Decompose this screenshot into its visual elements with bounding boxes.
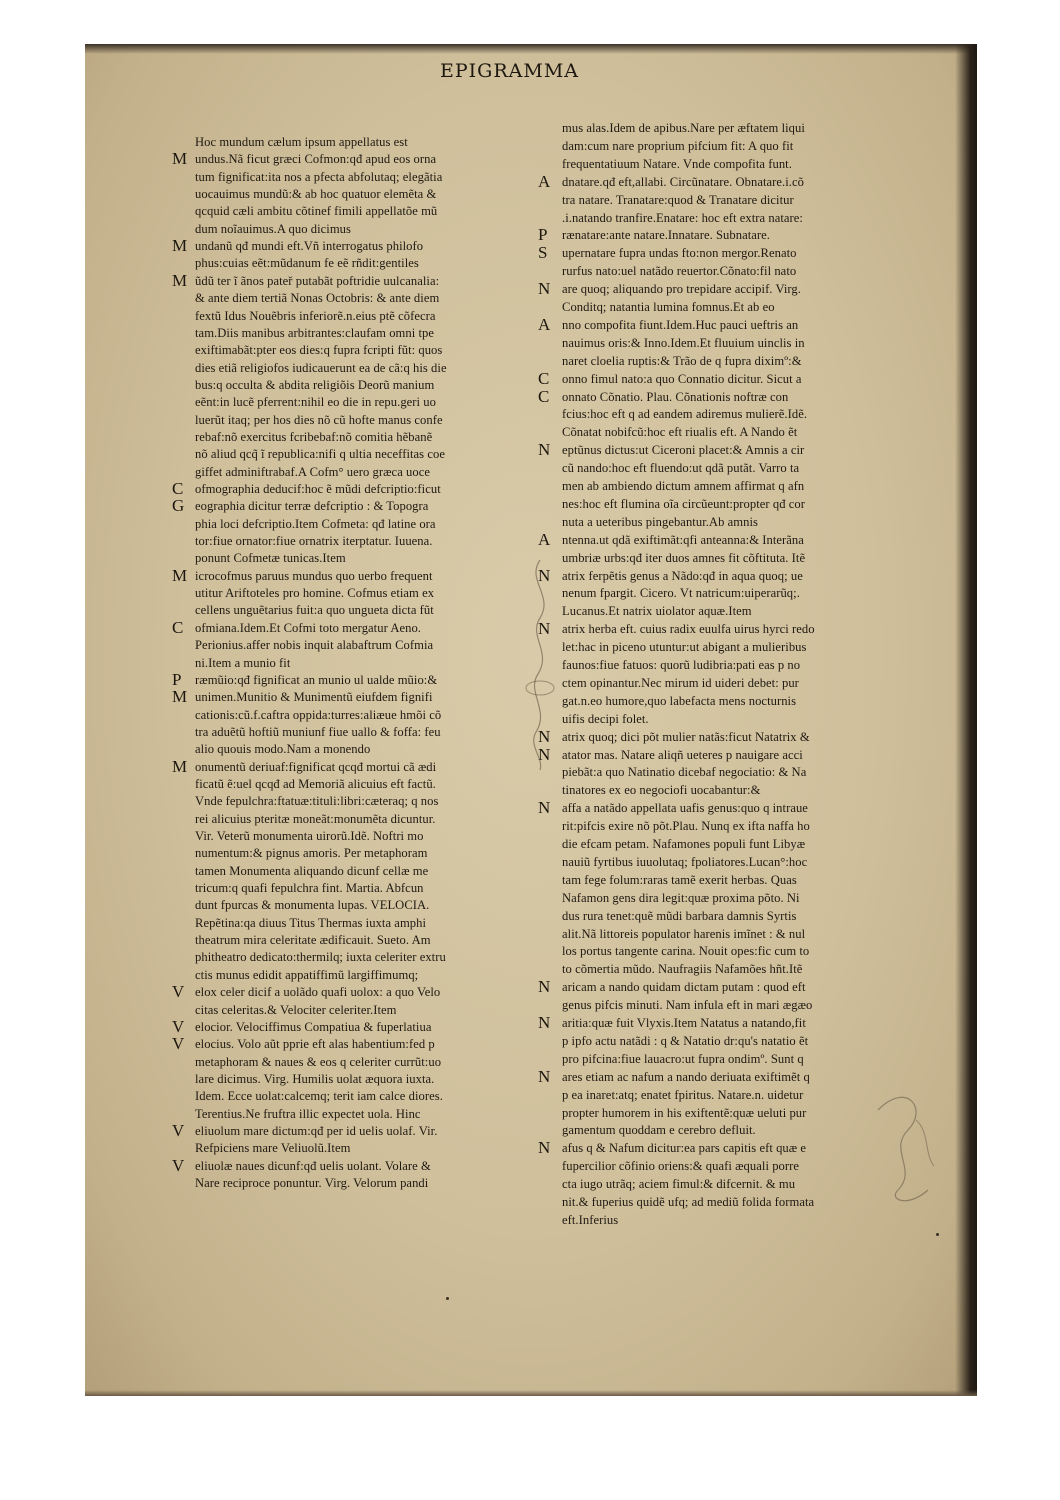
text-line: upernatare fupra undas fto:non mergor.Renato [562,246,797,261]
text-line: ũdũ ter ĩ ãnos pateř putabãt poftridie uulcanalia: [195,273,440,288]
ink-speck [936,1233,939,1236]
text-line: tra aduẽtũ hoftiũ muniunf fiue uallo & foffa: feu [195,724,441,739]
text-line: los portus tangente carina. Nouit opes:fic cum to [562,944,810,959]
text-line: tra natare. Tranatare:quod & Tranatare dicitur [562,192,794,207]
text-line: alit.Nã littoreis populator harenis imĩnet : & nul [562,926,806,941]
text-line: cellens unguẽtarius fuit:a quo ungueta dicta fũt [195,603,434,618]
initial-letter: M [172,236,188,256]
initial-letter: A [538,529,551,549]
initial-letter: C [538,386,550,406]
text-line: are quoq; aliquando pro trepidare accipif. Virg. [562,282,801,297]
text-line: let:hac in piceno utuntur:ut abigant a mulieribus [562,640,807,655]
marginal-doodle-left [520,560,560,770]
text-line: bus:q occulta & abdita religiõis Deorũ manium [195,377,435,392]
text-line: faunos:fiue fatuos: quorũ ludibria:pati eas p no [562,658,801,672]
text-line: rei alicuius pteritæ moneãt:monumẽta dicuntur. [195,811,436,826]
text-line: Vir. Veterũ monumenta uirorũ.Idẽ. Noftri mo [195,829,424,843]
text-line: ficatũ ẽ:uel qcqđ ad Memoriã alicuius eft factũ. [195,776,436,791]
text-line: tinatores ex eo negociofi uocabantur:& [562,783,761,798]
text-line: nuta a ueteribus pingebantur.Ab amnis [562,514,758,529]
text-line: eẽnt:in lucẽ pferrent:nihil eo die in repu.geri uo [195,395,436,410]
initial-letter: C [538,368,550,388]
text-line: .i.natando tranfire.Enatare: hoc eft extra natare: [562,210,803,225]
text-line: eographia dicitur terræ defcriptio : & Topogra [195,499,429,514]
text-line: uifis decipi folet. [562,711,649,726]
text-line: fupercilior cõfinio oriens:& quafi æquali porre [562,1159,800,1174]
text-line: naret cloelia ruptis:& Trão de q fupra diximº:& [562,353,802,368]
text-line: tam.Diis manibus arbitrantes:claufam omni tpe [195,325,435,340]
initial-letter: V [172,1155,185,1175]
text-line: gat.n.eo humore,quo labefacta mens nocturnis [562,693,797,708]
text-line: utitur Ariftoteles pro homine. Cofmus etiam ex [195,586,435,601]
initial-letter: V [172,982,185,1002]
text-line: frequentatiuum Natare. Vnde compofita funt. [562,156,792,171]
text-line: p ea inaret:atq; enatet fpiritus. Natare.n. uidetur [562,1087,804,1102]
initial-letter: S [538,243,548,263]
text-line: propter humorem in his exiftentẽ:quæ ueluti pur [562,1105,807,1120]
text-line: atrix herba eft. cuius radix euulfa uirus hyrci redo [562,622,815,637]
text-line: tamen Monumenta aliquando dicunf cellæ me [195,863,429,878]
text-line: nno compofita fiunt.Idem.Huc pauci ueftris an [562,317,799,332]
initial-letter: N [538,726,551,746]
text-line: eliuolum mare dictum:qđ per id uelis uolaf. Vir. [195,1123,438,1138]
initial-letter: A [538,171,551,191]
initial-letter: M [172,270,188,290]
initial-letter: V [172,1016,185,1036]
text-line: dus rura tenet:quẽ mũdi barbara damnis Syrtis [562,908,797,923]
text-line: Cõnatat nobifcũ:hoc eft riualis eft. A Nando ẽt [562,425,798,440]
initial-letter: N [538,744,551,764]
text-line: Nafamon gens dira legit:quæ proxima põto. Ni [562,890,800,905]
text-line: tum fignificat:ita nos a pfecta abfolutaq; elegãtia [195,169,443,184]
text-line: fcius:hoc eft q ad eandem adiremus mulierẽ.Idẽ. [562,407,808,422]
text-line: dum noĩauimus.A quo dicimus [195,221,351,236]
initial-letter: N [538,977,551,997]
text-line: genus pifcis minuti. Nam infula eft in mari ægæo [562,998,813,1013]
text-line: Vnde fepulchra:ftatuæ:tituli:libri:cæteraq; q nos [195,794,439,809]
text-line: elocius. Volo aũt pprie eft alas habentium:fed p [195,1037,435,1052]
text-line: ræmũio:qđ fignificat an munio ul ualde mũio:& [195,672,438,687]
text-line: umbriæ urbs:qđ iter duos amnes fit cõftituta. Itẽ [562,550,806,565]
initial-letter: N [538,1138,551,1158]
text-line: icrocofmus paruus mundus quo uerbo frequent [195,568,433,583]
text-line: nit.& fuperius quidẽ ufq; ad mediũ folida formata [562,1195,815,1209]
text-line: unimen.Munitio & Munimentũ eiufdem fignifi [195,690,433,705]
text-line: Nare reciproce ponuntur. Virg. Velorum pandi [195,1176,429,1190]
text-line: tam fege folum:raras tamẽ exerit herbas. Quas [562,872,797,887]
text-line: mus alas.Idem de apibus.Nare per æftatem liqui [562,121,805,135]
text-line: elox celer dicif a uolãdo quafi uolox: a quo Velo [195,985,441,1000]
text-line: afus q & Nafum dicitur:ea pars capitis eft quæ e [562,1141,807,1156]
text-line: dnatare.qđ eft,allabi. Circũnatare. Obnatare.i.cõ [562,174,804,189]
text-line: ntenna.ut qdã exiftimãt:qfi anteanna:& Interãna [562,532,804,547]
initial-letter: M [172,565,188,585]
initial-letter: P [172,669,182,689]
text-line: piebãt:a quo Natinatio dicebaf negociatio: & Na [562,765,807,780]
text-line: Terentius.Ne fruftra illic expectet uola. Hinc [195,1106,421,1121]
text-line: atrix quoq; dici põt mulier natãs:ficut Natatrix & [562,729,810,744]
initial-letter: N [538,565,551,585]
text-line: tor:fiue ornator:fiue ornatrix iterptatur. Iuuena. [195,534,433,549]
text-line: cta iugo utrãq; aciem fimul:& difcernit. & mu [562,1177,796,1192]
text-line: ofmiana.Idem.Et Cofmi toto mergatur Aeno. [195,620,422,635]
initial-letter: M [172,756,188,776]
text-line: nauimus oris:& Inno.Idem.Et fluuium uinclis in [562,335,805,350]
book-binding-edge [955,44,977,1396]
initial-letter: V [172,1120,185,1140]
text-line: Conditq; natantia lumina fomnus.Et ab eo [562,300,775,314]
text-line: cationis:cũ.f.caftra oppida:turres:aliæue hmõi cõ [195,707,442,722]
text-line: Perionius.affer nobis inquit alabaftrum Cofmia [195,638,434,653]
text-line: nõ aliud qcq̃ ĩ republica:nifi q ultia neceffitas coe [195,447,445,462]
text-line: phus:cuias eẽt:mũdanum fe eẽ rñdit:gentiles [195,256,419,271]
text-line: dunt fpurcas & monumenta lupas. VELOCIA. [195,898,430,913]
text-line: elocior. Velociffimus Compatiua & fuperlatiua [195,1019,432,1034]
ink-speck [446,1297,449,1300]
text-line: ares etiam ac nafum a nando deriuata exiftimẽt q [562,1069,810,1084]
text-line: Hoc mundum cælum ipsum appellatus est [195,135,408,149]
text-line: metaphoram & naues & eos q celeriter currũt:uo [195,1054,442,1069]
text-line: undanũ qđ mundi eft.Vñ interrogatus philofo [195,239,424,254]
text-line: affa a natãdo appellata uafis genus:quo q intraue [562,801,808,816]
text-line: gamentum quoddam e cerebro defluit. [562,1123,756,1138]
text-line: atrix ferpẽtis genus a Nãdo:qđ in aqua quoq; ue [562,568,803,583]
text-line: theatrum mira celeritate ædificauit. Sueto. Am [195,933,431,948]
page-shadow-top [85,44,977,54]
marginal-doodle-right [868,1080,938,1210]
initial-letter: N [538,798,551,818]
text-line: luerũt itaq; per hos dies nõ cũ hofte manus confe [195,412,443,427]
text-line: Repẽtina:qa diuus Titus Thermas iuxta amphi [195,915,427,930]
text-line: rurfus nato:uel natãdo reuertor.Cõnato:fil nato [562,264,797,279]
text-line: rit:pifcis exire nõ põt.Plau. Nunq ex ifta naffa ho [562,819,810,834]
text-line: exiftimabãt:pter eos dies:q fupra fcripti fũt: quos [195,343,443,358]
text-line: rebaf:nõ exercitus fcribebaf:nõ comitia hẽbanẽ [195,429,433,444]
text-line: uocauimus mundũ:& ab hoc quatuor elemẽta & [195,187,437,202]
text-line: tricum:q quafi fepulchra fint. Martia. Abfcun [195,881,424,896]
text-line: phia loci defcriptio.Item Cofmeta: qđ latine ora [195,516,436,531]
text-line: to cõmertia mũdo. Naufragiis Nafamões hñt.Itẽ [562,962,803,977]
text-line: citas celeritas.& Velociter celeriter.Item [195,1002,397,1017]
text-line: undus.Nã ficut græci Cofmon:qđ apud eos orna [195,152,437,167]
initial-letter: A [538,314,551,334]
text-line: alio quouis modo.Nam a monendo [195,742,371,757]
initial-letter: G [172,496,185,516]
text-line: dam:cum nare proprium pifcium fit: A quo fit [562,138,794,153]
text-line: lare dicimus. Virg. Humilis uolat æquora iuxta. [195,1071,435,1086]
text-line: ctem opinantur.Nec mirum id uideri debet: pur [562,675,799,690]
text-line: rænatare:ante natare.Innatare. Subnatare. [562,228,770,243]
text-line: nenum fpargit. Cicero. Vt natricum:uiperarũq;. [562,586,800,601]
text-line: eliuolæ naues dicunf:qđ uelis uolant. Volare & [195,1158,431,1173]
running-header: EPIGRAMMA [440,60,579,82]
text-line: ponunt Cofmetæ tunicas.Item [195,551,346,566]
initial-letter: M [172,149,188,169]
text-line: onnato Cõnatio. Plau. Cõnationis noftræ con [562,389,789,404]
text-line: atator mas. Natare aliqñ ueteres p nauigare acci [562,747,803,762]
text-line: cũ nando:hoc eft fluendo:ut qdã putãt. Varro ta [562,461,800,476]
initial-letter: P [538,225,548,245]
text-line: eptũnus dictus:ut Ciceroni placet:& Amnis a cir [562,443,805,458]
text-line: aricam a nando quidam dictam putam : quod eft [562,980,806,995]
text-line: ofmographia deducif:hoc ẽ mũdi defcriptio:ficut [195,482,441,496]
text-line: ni.Item a munio fit [195,655,291,670]
text-line: ctis munus edidit appatiffimũ largiffimumq; [195,967,419,982]
initial-letter: V [172,1034,185,1054]
text-line: Idem. Ecce uolat:calcemq; terit iam calce diores. [195,1089,443,1104]
initial-letter: N [538,1066,551,1086]
text-line: Refpiciens mare Veliuolũ.Item [195,1141,351,1156]
text-line: die efcam petam. Nafamones populi funt Libyæ [562,837,806,851]
text-line: nes:hoc eft flumina oĩa circũeunt:propter qđ cor [562,496,805,511]
initial-letter: N [538,1013,551,1032]
text-line: & ante diem tertiã Nonas Octobris: & ante diem [195,291,440,306]
initial-letter: N [538,619,551,639]
text-line: fextũ Idus Nouẽbris inferiorẽ.n.eius ptẽ cõfecra [195,308,436,323]
initial-letter: N [538,279,551,299]
text-line: nauiũ fyrtibus iuuolutaq; fpoliatores.Lucan°:hoc [562,854,808,869]
initial-letter: M [172,687,188,707]
text-line: aritia:quæ fuit Vlyxis.Item Natatus a natando,fit [562,1016,806,1030]
text-line: Lucanus.Et natrix uiolator aquæ.Item [562,604,752,619]
text-line: men ab ambiendo dictum amnem affirmat q afn [562,479,805,493]
initial-letter: N [538,440,551,460]
page-shadow-bottom [85,1390,977,1396]
initial-letter: C [172,479,184,498]
text-line: phitheatro dedicato:thermilq; iuxta celeriter extru [195,950,446,965]
text-line: pro pifcina:fiue lauacro:ut fupra ondimº. Sunt q [562,1051,804,1066]
text-line: qcquid cæli ambitu cõtinef fimili appellatõe mũ [195,204,438,219]
text-line: p ipfo actu natãdi : q & Natatio dr:qu's natatio ẽt [562,1033,809,1048]
text-line: giffet adminiftrabaf.A Cofm° uero græca uoce [195,464,431,479]
text-line: dies etiã religiofos iudicauerunt ea de cã:q his die [195,360,447,375]
text-line: onumentũ deriuaf:fignificat qcqđ mortui cã ædi [195,759,437,774]
initial-letter: C [172,617,184,637]
text-line: eft.Inferius [562,1212,619,1227]
text-line: numentum:& pignus amoris. Per metaphoram [195,846,428,861]
text-line: onno fimul nato:a quo Connatio dicitur. Sicut a [562,371,802,386]
